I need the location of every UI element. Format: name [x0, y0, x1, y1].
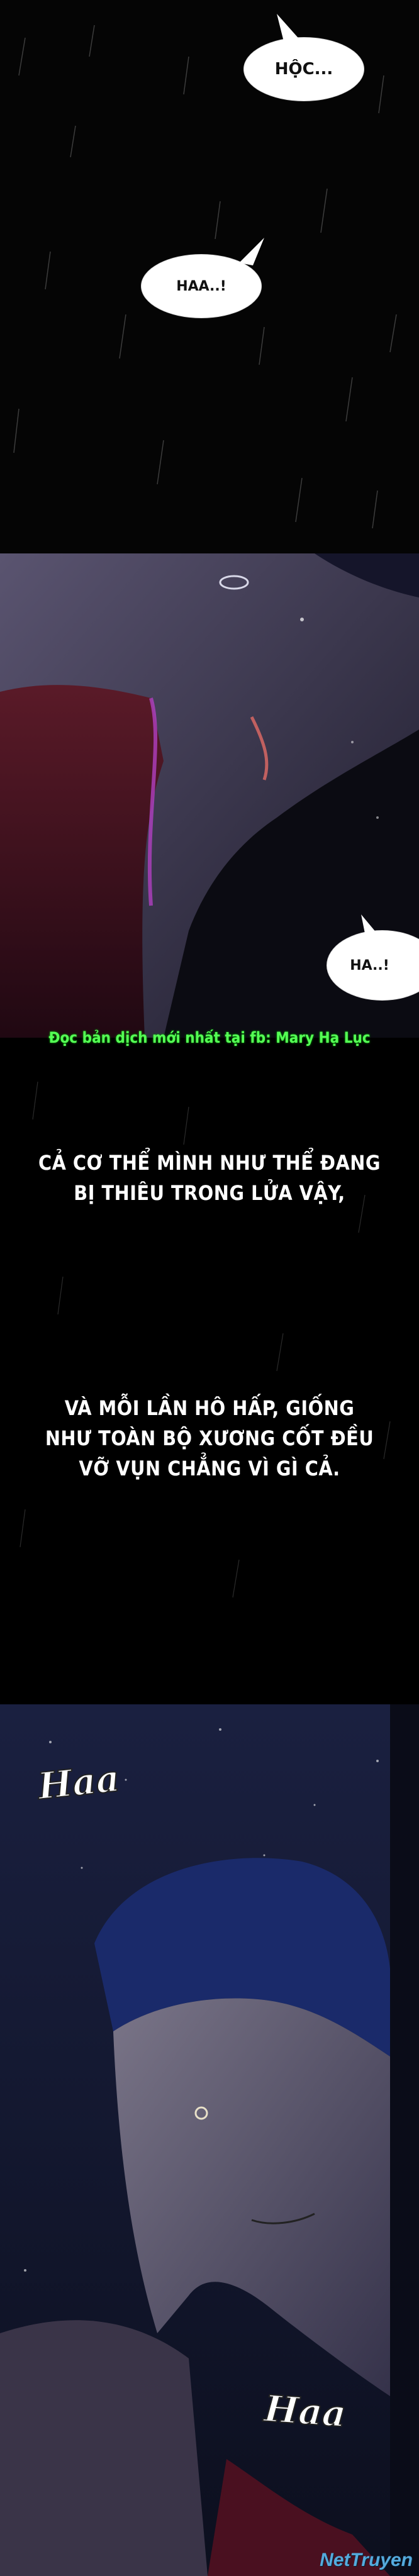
- narration-line: CẢ CƠ THỂ MÌNH NHƯ THỂ ĐANG: [38, 1151, 381, 1175]
- sfx-haa-bottom: Haa: [262, 2387, 348, 2436]
- speech-text: HỘC...: [274, 60, 333, 79]
- bubble-tail: [361, 914, 380, 940]
- narration-line: VỠ VỤN CHẲNG VÌ GÌ CẢ.: [79, 1457, 340, 1480]
- speech-bubble-hoc: [244, 38, 364, 101]
- face-panel: [0, 553, 419, 1038]
- narration-line: NHƯ TOÀN BỘ XƯƠNG CỐT ĐỀU: [45, 1426, 374, 1450]
- bubble-tail: [277, 14, 302, 45]
- sfx-haa-top: Haa: [35, 1757, 122, 1808]
- translation-credit: Đọc bản dịch mới nhất tại fb: Mary Hạ Lục: [48, 1029, 371, 1046]
- closeup-panel: [0, 1704, 419, 2576]
- speech-text: HA..!: [350, 957, 389, 974]
- narration-line: BỊ THIÊU TRONG LỬA VẬY,: [74, 1181, 345, 1205]
- narration-line: VÀ MỖI LẦN HÔ HẤP, GIỐNG: [64, 1396, 355, 1420]
- rain-panel-top: [0, 0, 419, 553]
- speech-text: HAA..!: [176, 278, 226, 294]
- narration-panel-1: [0, 1069, 419, 1635]
- bubble-tail: [239, 238, 264, 266]
- site-watermark-logo: NetTruyen: [320, 2550, 413, 2570]
- closeup-illustration: [0, 1704, 419, 2576]
